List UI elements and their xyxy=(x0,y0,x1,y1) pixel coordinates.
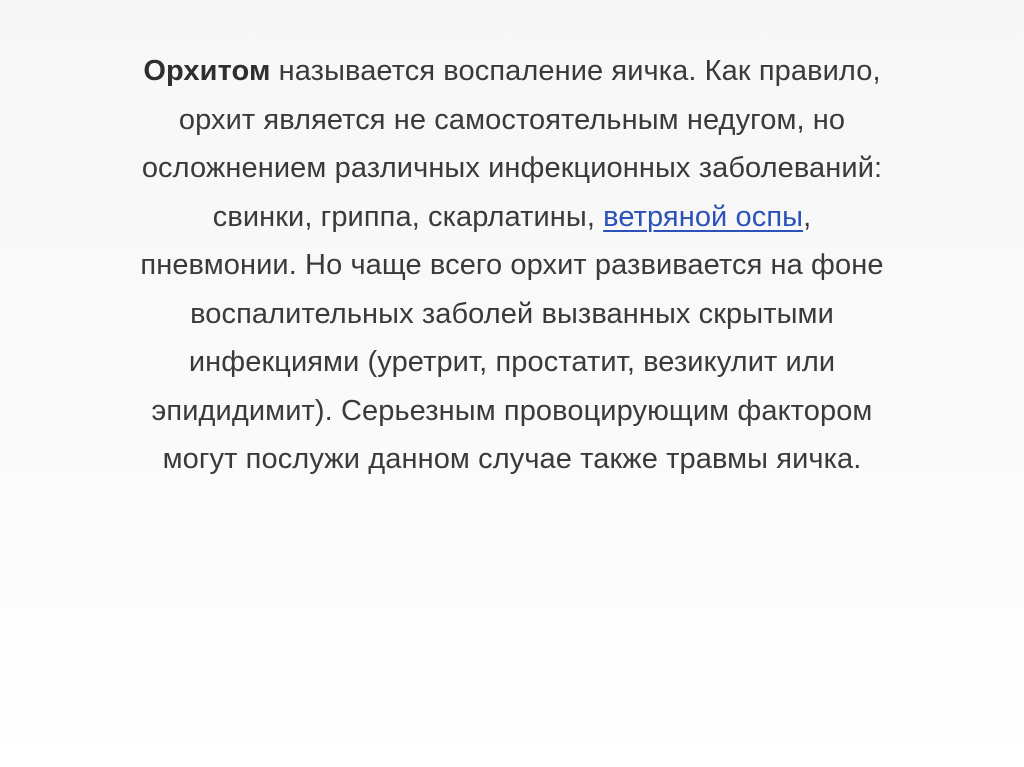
chickenpox-link[interactable]: ветряной оспы xyxy=(603,200,804,233)
body-text xyxy=(20,47,1004,484)
text-segment: свинки, гриппа, скарлатины, xyxy=(212,200,604,233)
text-segment: называется воспаление яичка. Как правило, xyxy=(270,55,881,87)
term-bold: Орхитом xyxy=(143,55,271,87)
text-line-4 xyxy=(20,193,1004,242)
text-line-1 xyxy=(20,47,1004,96)
text-line-5: пневмонии. Но чаще всего орхит развивается на фоне xyxy=(140,249,884,281)
text-segment: , xyxy=(803,200,812,233)
text-line-8: эпидидимит). Серьезным провоцирующим фактором xyxy=(151,394,873,427)
text-line-6: воспалительных заболей вызванных скрытыми xyxy=(190,297,834,330)
text-line-9: могут послужи данном случае также травмы яичка. xyxy=(162,443,862,475)
text-line-2: орхит является не самостоятельным недугом, но xyxy=(178,103,846,136)
text-line-3: осложнением различных инфекционных заболеваний: xyxy=(141,152,883,184)
text-line-7: инфекциями (уретрит, простатит, везикулит или xyxy=(188,346,836,378)
